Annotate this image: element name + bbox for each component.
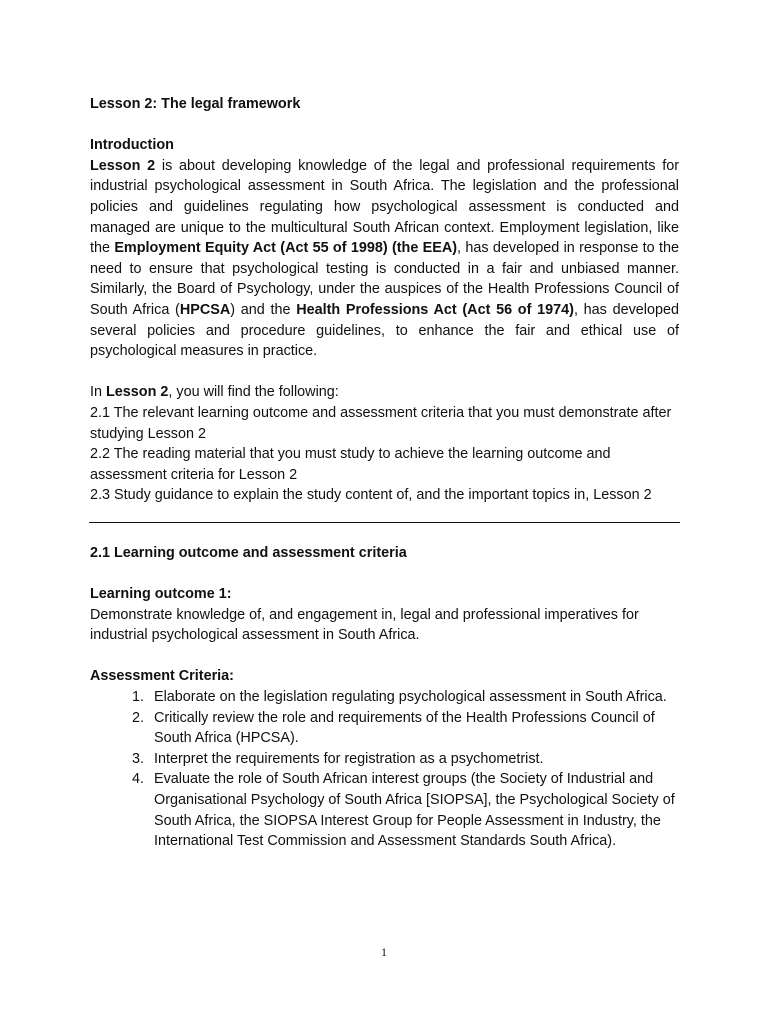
criteria-number: 1. [132,689,145,706]
criteria-item [90,769,679,851]
page-content [90,94,679,852]
criteria-item [90,708,679,749]
overview-item: 2.2 The reading material that you must study to achieve the learning outcome and assessment criteria for Lesson 2 [90,446,611,483]
criteria-item [90,749,679,770]
criteria-number: 3. [132,750,145,767]
section-divider [89,522,680,523]
criteria-text: Interpret the requirements for registration as a psychometrist. [154,750,544,767]
criteria-item [90,687,679,708]
section-heading: 2.1 Learning outcome and assessment criteria [90,544,407,561]
overview-item: 2.1 The relevant learning outcome and assessment criteria that you must demonstrate after studying Lesson 2 [90,404,672,442]
page-number: 1 [381,945,387,959]
criteria-text: Evaluate the role of South African interest groups (the Society of Industrial and Organisational Psychology of South Africa [SIOPSA], the Psychological Society of South Africa, the SIOPSA Interest Group for People Assessment in Industry, the International Test Commission and Assessment Standards South Africa). [154,771,675,850]
intro-heading: Introduction [90,137,174,154]
criteria-number: 2. [132,709,145,726]
assessment-criteria-heading: Assessment Criteria: [90,668,234,685]
intro-paragraph: Lesson 2 is about developing knowledge of the legal and professional requirements for industrial psychological assessment in South Africa. The legislation and the professional policies and guidelines regulating how psychological assessment is conducted and managed are unique to the multicultural South African context. Employment legislation, like the Employment Equity Act (Act 55 of 1998) (the EEA), has developed in response to the need to ensure that psychological testing is conducted in a fair and unbiased manner. Similarly, the Board of Psychology, under the auspices of the Health Professions Council of South Africa (HPCSA) and the Health Professions Act (Act 56 of 1974), has developed several policies and procedure guidelines, to enhance the fair and ethical use of psychological measures in practice. [90,157,679,360]
criteria-number: 4. [132,771,145,788]
learning-outcome-text: Demonstrate knowledge of, and engagement in, legal and professional imperatives for industrial psychological assessment in South Africa. [90,606,639,644]
learning-outcome-heading: Learning outcome 1: [90,586,232,603]
assessment-criteria-list [90,687,679,852]
overview-item: 2.3 Study guidance to explain the study content of, and the important topics in, Lesson 2 [90,487,652,504]
overview-lead: In Lesson 2, you will find the following: [90,384,339,401]
criteria-text: Critically review the role and requirements of the Health Professions Council of South Africa (HPCSA). [154,709,655,747]
lesson-title: Lesson 2: The legal framework [90,96,301,112]
criteria-text: Elaborate on the legislation regulating psychological assessment in South Africa. [154,689,667,706]
